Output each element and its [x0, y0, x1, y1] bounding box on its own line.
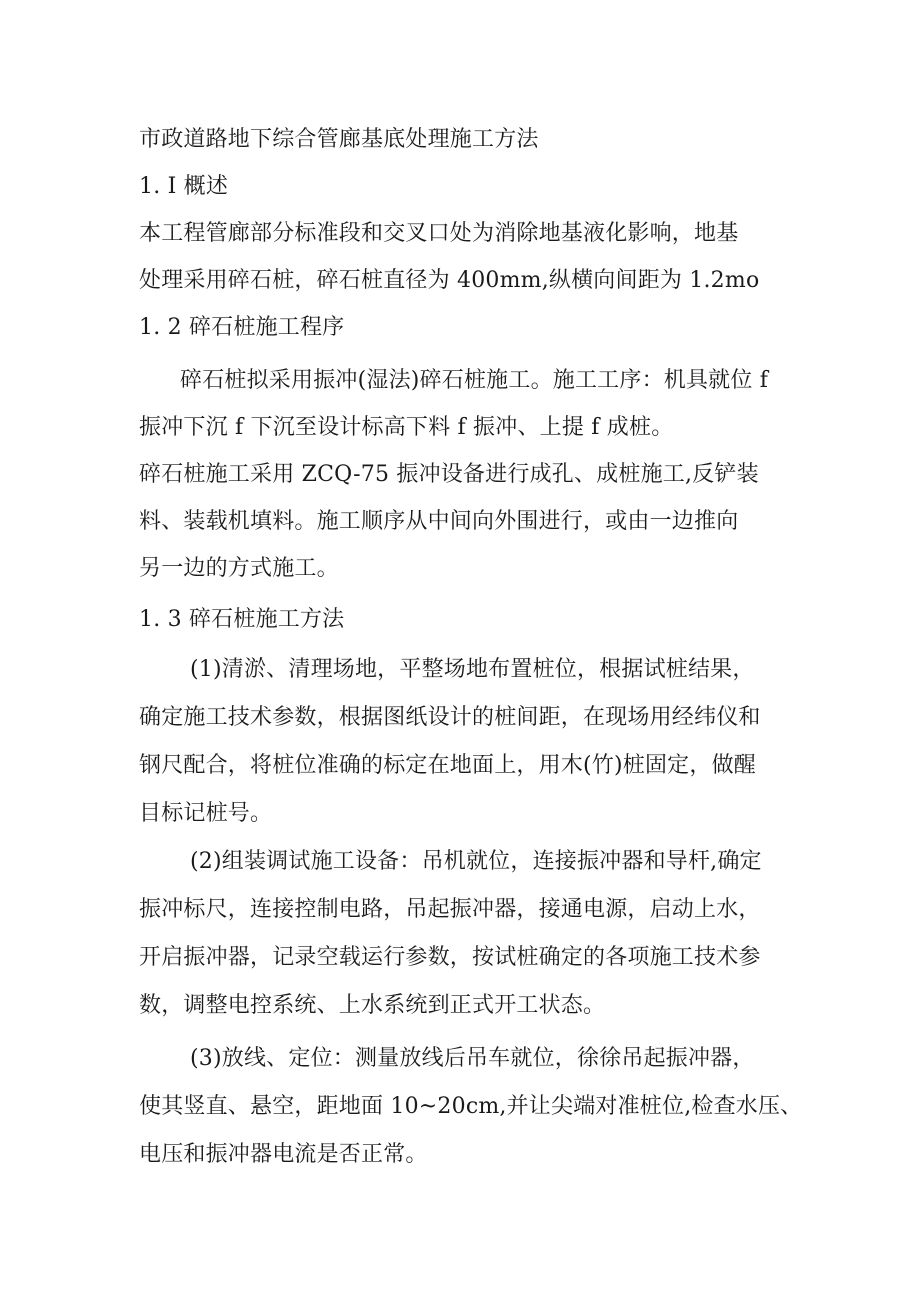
paragraph-line: (3)放线、定位：测量放线后吊车就位，徐徐吊起振冲器，	[190, 1046, 755, 1071]
paragraph-line: 电压和振冲器电流是否正常。	[139, 1142, 428, 1167]
paragraph-line: 碎石桩拟采用振冲(湿法)碎石桩施工。施工工序：机具就位 f	[180, 368, 769, 393]
paragraph-line: 料、装载机填料。施工顺序从中间向外围进行，或由一边推向	[139, 509, 739, 534]
paragraph-line: 开启振冲器，记录空载运行参数，按试桩确定的各项施工技术参	[139, 945, 761, 970]
paragraph-line: (1)清淤、清理场地，平整场地布置桩位，根据试桩结果，	[190, 657, 755, 682]
paragraph-line: 数，调整电控系统、上水系统到正式开工状态。	[139, 993, 606, 1018]
paragraph-line: 碎石桩施工采用 ZCQ-75 振冲设备进行成孔、成桩施工,反铲装	[139, 462, 759, 487]
section-heading-1-2: 1. 2 碎石桩施工程序	[139, 315, 345, 340]
paragraph-line: 钢尺配合，将桩位准确的标定在地面上，用木(竹)桩固定，做醒	[139, 753, 756, 778]
paragraph-line: 另一边的方式施工。	[139, 556, 339, 581]
paragraph-line: 使其竖直、悬空，距地面 10~20cm,并让尖端对准桩位,检查水压、	[139, 1094, 803, 1119]
paragraph-line: 振冲标尺，连接控制电路，吊起振冲器，接通电源，启动上水，	[139, 897, 761, 922]
paragraph-line: 目标记桩号。	[139, 801, 273, 826]
document-title: 市政道路地下综合管廊基底处理施工方法	[139, 127, 539, 152]
section-heading-1-3: 1. 3 碎石桩施工方法	[139, 607, 345, 632]
paragraph-line: 本工程管廊部分标准段和交叉口处为消除地基液化影响，地基	[139, 221, 739, 246]
paragraph-line: 确定施工技术参数，根据图纸设计的桩间距，在现场用经纬仪和	[139, 705, 761, 730]
paragraph-line: (2)组装调试施工设备：吊机就位，连接振冲器和导杆,确定	[190, 849, 762, 874]
paragraph-line: 处理采用碎石桩，碎石桩直径为 400mm,纵横向间距为 1.2mo	[139, 268, 760, 293]
section-heading-1-1: 1. I 概述	[139, 174, 229, 199]
paragraph-line: 振冲下沉 f 下沉至设计标高下料 f 振冲、上提 f 成桩。	[139, 415, 674, 440]
